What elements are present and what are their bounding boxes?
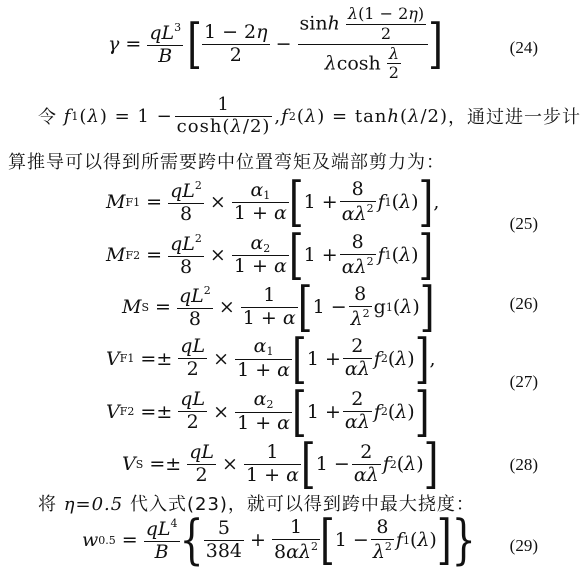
- equation-number-28: (28): [509, 455, 538, 474]
- equation-number-26: (26): [509, 294, 538, 313]
- text-line-1-prefix: 令: [38, 107, 57, 129]
- eta-value: η=0.5: [63, 494, 124, 515]
- equation-number-27: (27): [509, 372, 538, 391]
- text-line-3-prefix: 将: [38, 494, 57, 515]
- definition-line: 令 f 1 ( λ ) = 1 − $\frac{1}{\cosh(\lambda/2)}$ , f 2 ( λ ) = tan h ( λ /2) ，通过进一步计: [38, 94, 581, 137]
- equation-29: w 0.5 = $\frac{qL^4}{B}$ { $\frac{5}{384}$ + $\frac{1}{8\alpha\lambda^2}$ [ 1 − $\frac{8}{\lambda^2}$ f 1 ( λ ) ] }: [82, 509, 476, 572]
- equation-27-vf2: V F2 =± $\frac{qL}{2}$ × $\frac{\alpha_2}{1 + \alpha}$ [ 1 + $\frac{2}{\alpha\lambda}$ f 2 ( λ ) ]: [106, 380, 430, 443]
- equation-number-24: (24): [509, 38, 538, 57]
- equation-25-mf2: M F2 = $\frac{qL^2}{8}$ × $\frac{\alpha_2}{1 + \alpha}$ [ 1 + $\frac{8}{\alpha\lambda^2}$ f 1 ( λ ) ]: [106, 224, 434, 287]
- text-line-2: 算推导可以得到所需要跨中位置弯矩及端部剪力为：: [8, 152, 445, 173]
- text-line-1-suffix: ，通过进一步计: [447, 107, 581, 129]
- equation-27-vf1: V F1 =± $\frac{qL}{2}$ × $\frac{\alpha_1}{1 + \alpha}$ [ 1 + $\frac{2}{\alpha\lambda}$ f 2 ( λ ) ] ,: [106, 327, 436, 390]
- equation-number-29: (29): [509, 536, 538, 555]
- equation-25-mf1: M F1 = $\frac{qL^2}{8}$ × $\frac{\alpha_1}{1 + \alpha}$ [ 1 + $\frac{8}{\alpha\lambda^2}$ f 1 ( λ ) ] ,: [106, 171, 440, 234]
- equation-28: V S =± $\frac{qL}{2}$ × $\frac{1}{1 + \alpha}$ [ 1 − $\frac{2}{\alpha\lambda}$ f 2 ( λ ) ]: [122, 433, 439, 496]
- equation-number-25: (25): [509, 214, 538, 233]
- equation-24: γ = $\frac{qL^3}{B}$ [ $\frac{1 - 2\eta}{2}$ − sinh $\frac{\lambda(1 - 2\eta)}{2}$ λcosh $\frac{\lambda}{2}$ ]: [108, 4, 443, 83]
- equation-26: M S = $\frac{qL^2}{8}$ × $\frac{1}{1 + \alpha}$ [ 1 − $\frac{8}{\lambda^2}$ g 1 ( λ ) ]: [122, 276, 435, 339]
- text-line-3: [38, 490, 475, 516]
- text-line-3-suffix: 代入式(23)，就可以得到跨中最大挠度：: [129, 494, 475, 515]
